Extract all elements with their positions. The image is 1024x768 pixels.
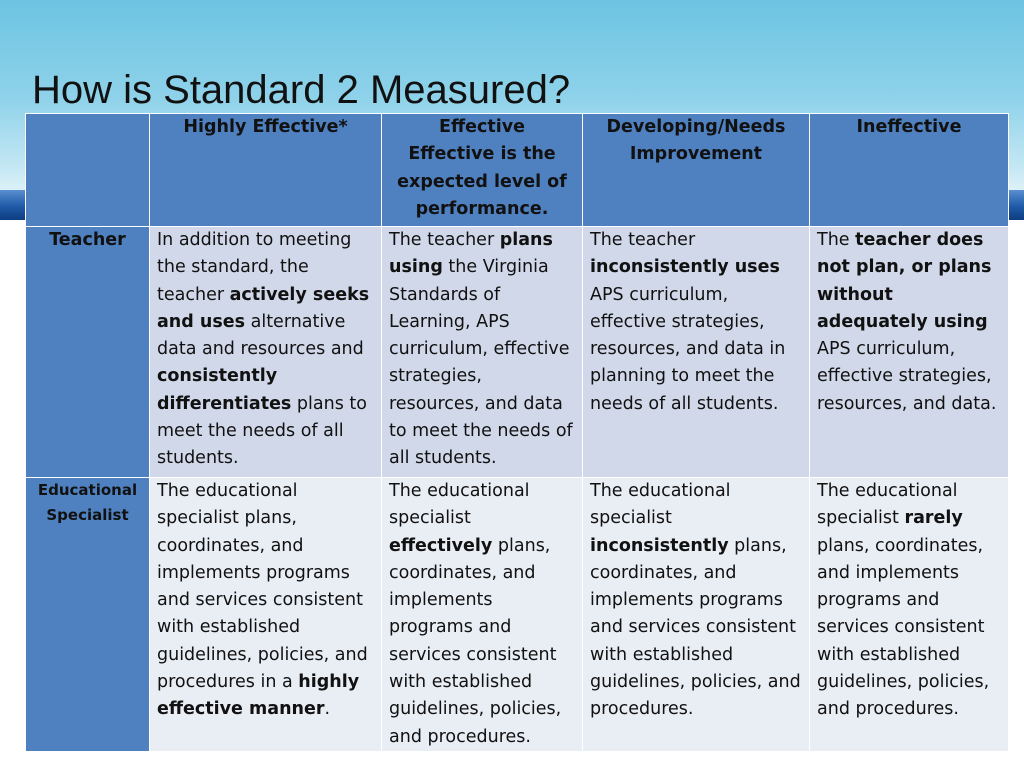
cell-text: The educational specialist plans, coordinates, and implements programs and services consistent with established guidelines, policies, and procedures in a	[157, 481, 368, 693]
cell-text: The educational specialist	[389, 481, 530, 529]
row-label-teacher: Teacher	[26, 227, 150, 478]
teacher-highly-effective-cell	[150, 227, 382, 478]
table-row-educational-specialist	[26, 478, 1009, 752]
cell-bold-text: plans using	[389, 230, 553, 278]
row-label-educational-specialist: Educational Specialist	[26, 478, 150, 752]
cell-bold-text: consistently differentiates	[157, 366, 292, 414]
specialist-ineffective-cell	[810, 478, 1009, 752]
cell-text: plans, coordinates, and implements programs and services consistent with established guidelines, policies, and procedures.	[389, 535, 562, 747]
cell-text: The teacher	[590, 230, 696, 250]
cell-text: alternative data and resources and	[157, 311, 364, 360]
header-ineffective: Ineffective	[810, 114, 1009, 227]
header-effective-title: Effective	[438, 117, 525, 137]
header-effective	[382, 114, 583, 227]
teacher-effective-cell	[382, 227, 583, 478]
cell-text: plans, coordinates, and implements programs and services consistent with established guidelines, policies, and procedures.	[590, 535, 801, 720]
rubric-table	[25, 113, 1009, 752]
cell-text: .	[324, 699, 331, 720]
table-row-teacher	[26, 227, 1009, 478]
cell-text: the Virginia Standards of Learning, APS curriculum, effective strategies, resources, and data to meet the needs of all students.	[389, 257, 573, 469]
cell-bold-text: teacher does not plan, or plans without adequately using	[817, 230, 992, 332]
cell-bold-text: inconsistently	[590, 535, 729, 556]
cell-text: plans, coordinates, and implements programs and services consistent with established guidelines, policies, and procedures.	[817, 535, 990, 720]
header-corner-cell	[26, 114, 150, 227]
cell-text: The teacher	[389, 230, 500, 250]
cell-text: The educational specialist	[817, 481, 958, 529]
teacher-developing-cell	[583, 227, 810, 478]
cell-bold-text: inconsistently uses	[590, 257, 780, 278]
cell-text: The educational specialist	[590, 481, 731, 529]
cell-bold-text: actively seeks and uses	[157, 284, 370, 332]
cell-bold-text: highly effective manner	[157, 672, 360, 720]
cell-bold-text: effectively	[389, 535, 493, 556]
cell-text: plans to meet the needs of all students.	[157, 393, 367, 469]
cell-text: APS curriculum, effective strategies, resources, and data in planning to meet the needs of all students.	[590, 284, 786, 414]
header-effective-note: Effective is the expected level of performance.	[397, 144, 567, 219]
cell-bold-text: rarely	[904, 508, 963, 529]
specialist-highly-effective-cell	[150, 478, 382, 752]
cell-text: In addition to meeting the standard, the teacher	[157, 230, 352, 305]
cell-text: The	[817, 230, 856, 250]
specialist-developing-cell	[583, 478, 810, 752]
header-developing: Developing/Needs Improvement	[583, 114, 810, 227]
specialist-effective-cell	[382, 478, 583, 752]
header-row	[26, 114, 1009, 227]
cell-text: APS curriculum, effective strategies, resources, and data.	[817, 339, 997, 414]
slide-title: How is Standard 2 Measured?	[32, 68, 571, 112]
header-highly-effective: Highly Effective*	[150, 114, 382, 227]
teacher-ineffective-cell	[810, 227, 1009, 478]
